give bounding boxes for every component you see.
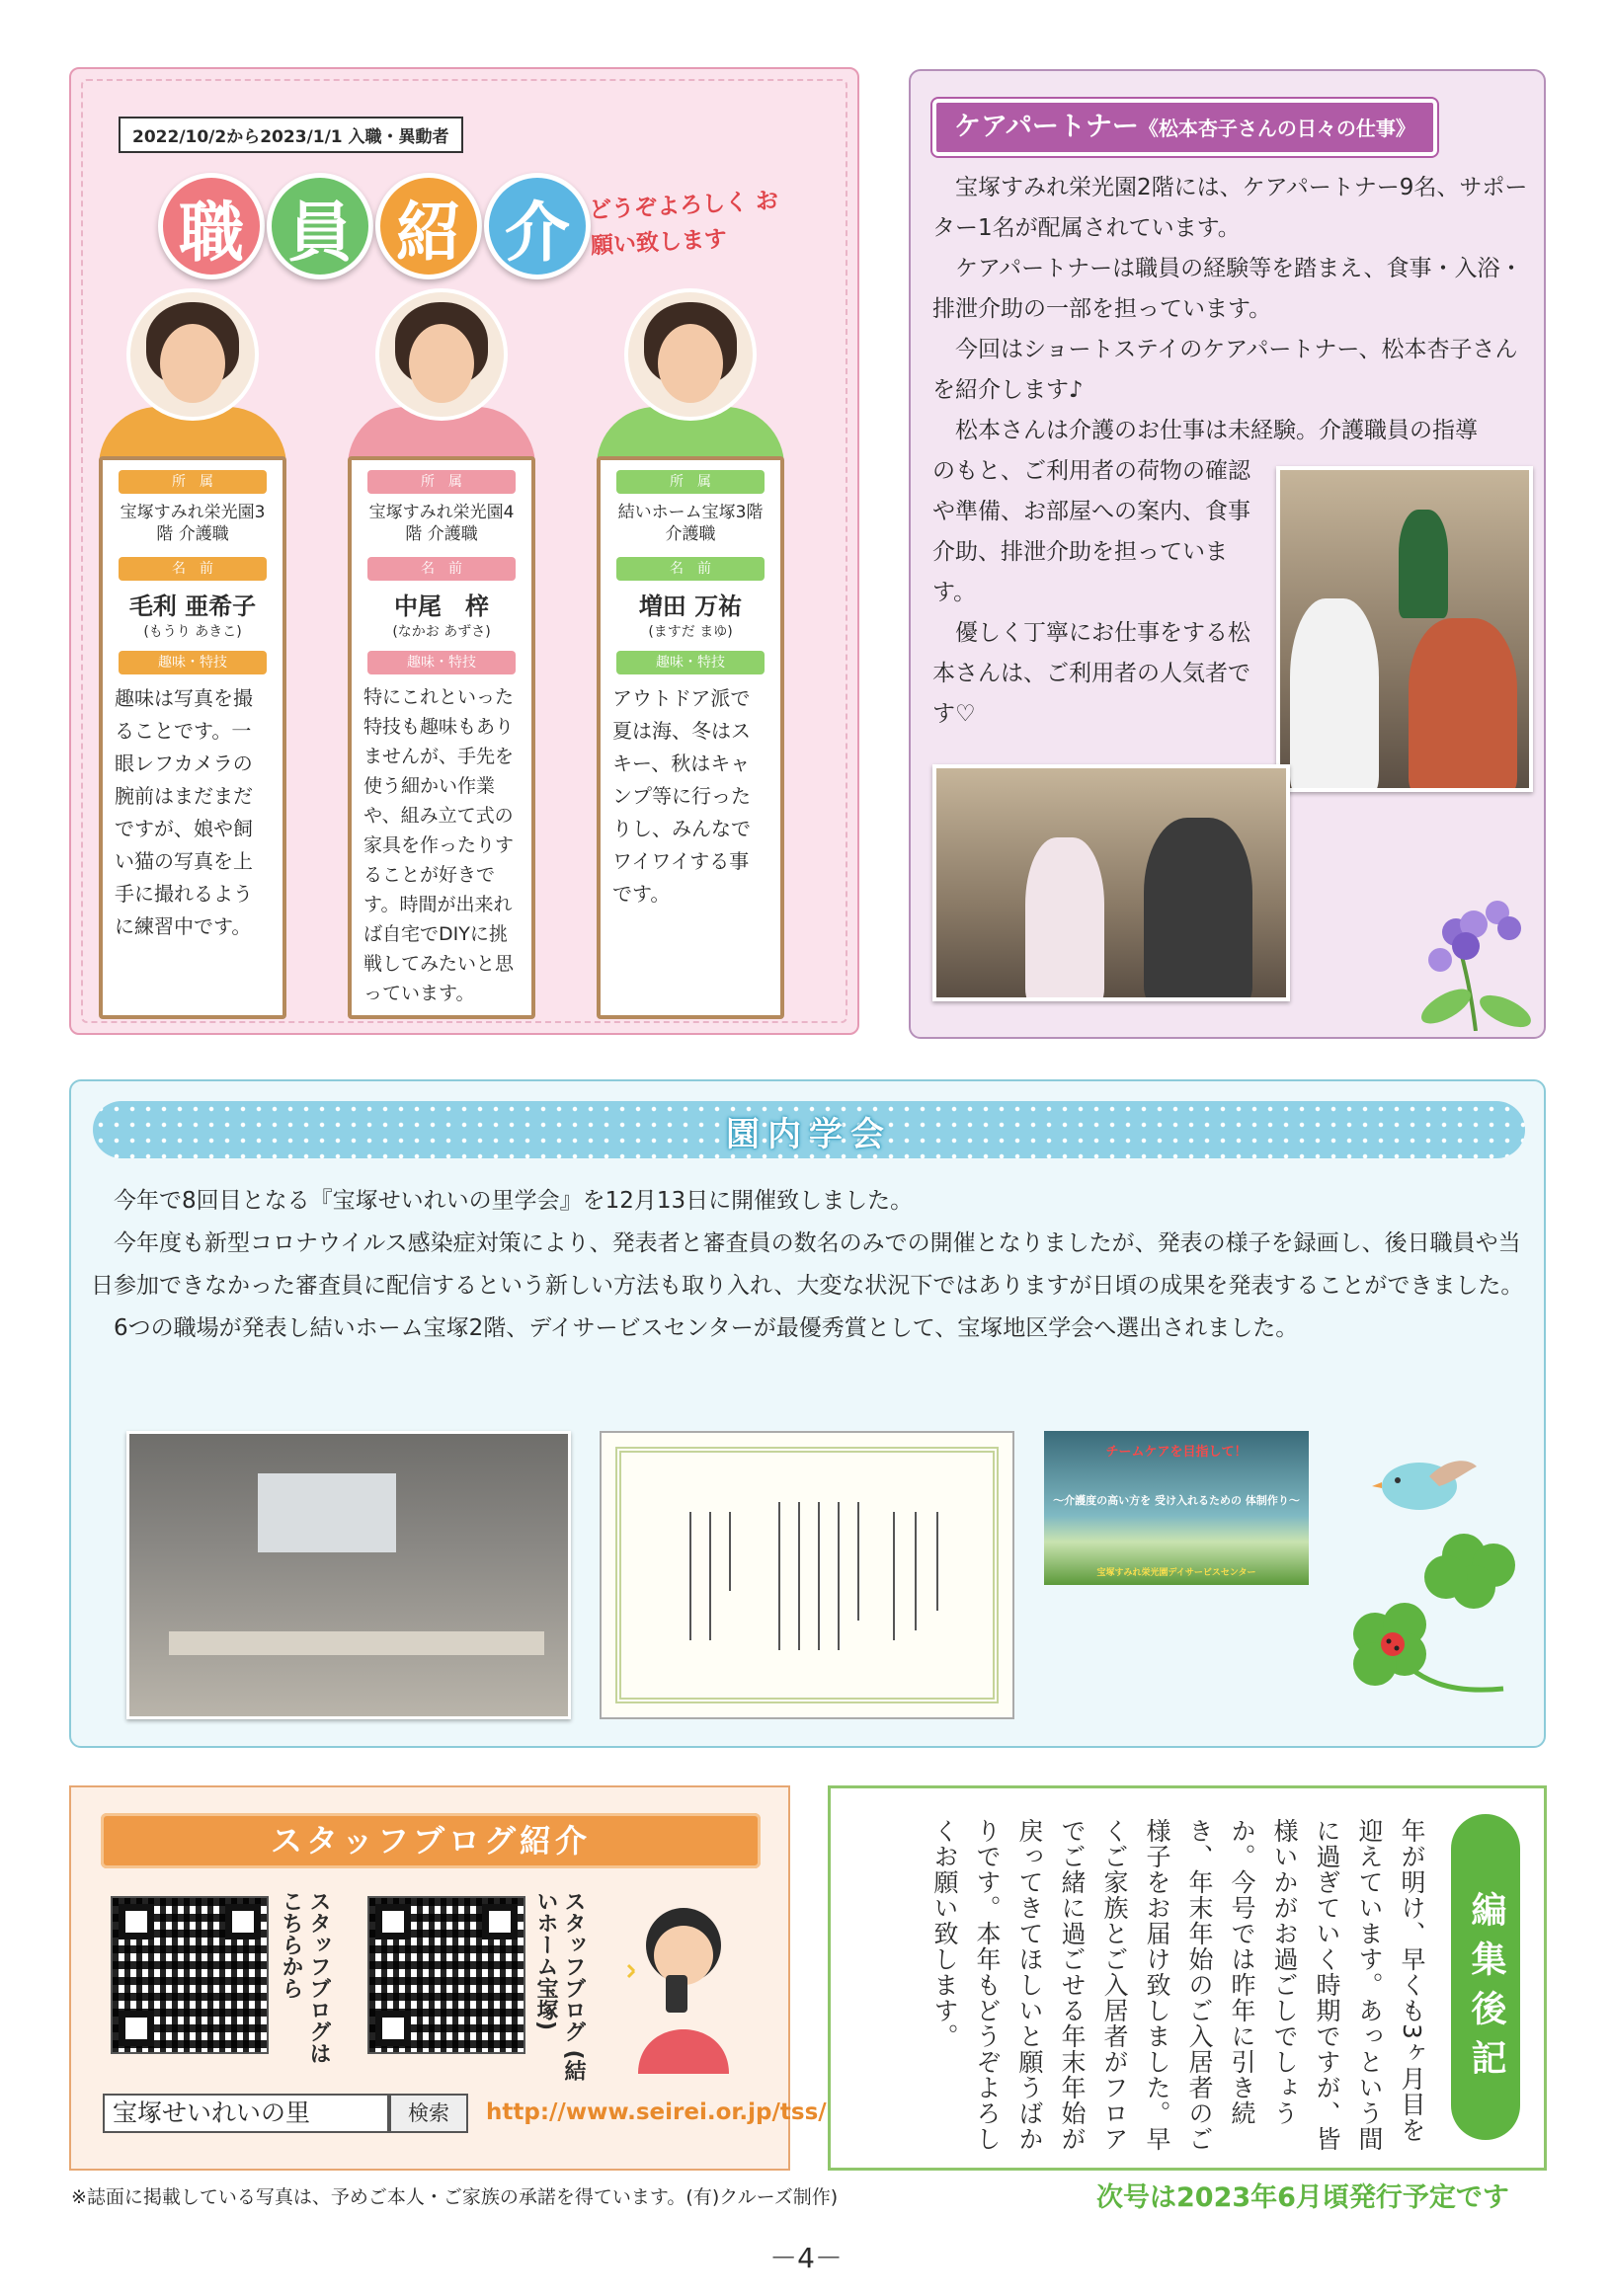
conference-title: 園内学会 [726, 1115, 892, 1154]
avatar [375, 288, 508, 421]
staff-card [597, 456, 784, 1019]
phone-person-icon [624, 1896, 743, 2074]
slide-footer: 宝塚すみれ栄光園デイサービスセンター [1096, 1568, 1256, 1578]
title-char-4: 介 [484, 173, 591, 279]
presentation-slide [1044, 1431, 1309, 1585]
hobby-text: 特にこれといった特技も趣味もありませんが、手先を使う細かい作業や、組み立て式の家具を作ったりすることが好きです。時間が出来れば自宅でDIYに挑戦してみたいと思っています。 [363, 686, 515, 1004]
staff-person-1 [99, 288, 286, 1019]
resident-figure [1409, 618, 1517, 792]
staff-card [348, 456, 535, 1019]
slide-heading: チームケアを目指して！ [1105, 1445, 1248, 1460]
staff-intro-panel [69, 67, 859, 1035]
name-label: 名 前 [367, 557, 516, 581]
footer-note: ※誌面に掲載している写真は、予めご本人・ご家族の承諾を得ています。(有)クルーズ制作) [71, 2186, 839, 2208]
care-photo-2 [932, 764, 1290, 1001]
affiliation-value: 宝塚すみれ栄光園4階 介護職 [368, 503, 515, 544]
hobby-label: 趣味・特技 [367, 651, 516, 674]
staff-greeting: どうぞよろしく お願い致します [588, 188, 779, 260]
award-certificate [600, 1431, 1014, 1719]
title-char-3: 紹 [375, 173, 482, 279]
care-title [932, 99, 1437, 156]
blog-label-1: スタッフブログは こちらから [279, 1890, 331, 2064]
qr-code-1[interactable] [111, 1896, 269, 2054]
conference-panel [69, 1079, 1546, 1748]
affiliation-value: 宝塚すみれ栄光園3階 介護職 [120, 503, 266, 544]
violet-flower-icon [1416, 873, 1535, 1031]
staff-person-2 [348, 288, 535, 1019]
search-input[interactable]: 宝塚せいれいの里 [103, 2094, 389, 2133]
affiliation-label: 所 属 [367, 470, 516, 494]
person-kana: (なかお あずさ) [392, 624, 491, 640]
conference-paragraph: 6つの職場が発表し結いホーム宝塚2階、デイサービスセンターが最優秀賞として、宝塚地区学会へ選出されました。 [114, 1315, 1299, 1341]
care-paragraph: 優しく丁寧にお仕事をする松本さんは、ご利用者の人気者です♡ [932, 620, 1250, 727]
conference-paragraph: 今年度も新型コロナウイルス感染症対策により、発表者と審査員の数名のみでの開催となりましたが、発表の様子を録画し、後日職員や当日参加できなかった審査員に配信するという新しい方法も取り入れ、大変な状況下ではありますが日頃の成果を発表することができました。 [91, 1230, 1524, 1299]
care-paragraph: のもと、ご利用者の荷物の確認や準備、お部屋への案内、食事介助、排泄介助を担っています。 [932, 458, 1250, 605]
person-name: 毛利 亜希子 [128, 593, 257, 620]
resident-figure [1144, 818, 1252, 1001]
care-paragraph: 松本さんは介護のお仕事は未経験。介護職員の指導 [955, 418, 1478, 443]
person-kana: (もうり あきこ) [143, 624, 242, 640]
care-text-side [932, 451, 1268, 735]
staff-card [99, 456, 286, 1019]
bird-icon [1370, 1447, 1479, 1516]
title-char-2: 員 [267, 173, 373, 279]
christmas-tree [1399, 510, 1448, 618]
avatar [624, 288, 757, 421]
blog-label-2: スタッフブログ (結いホーム宝塚) [533, 1890, 586, 2082]
care-paragraph: 今回はショートステイのケアパートナー、松本杏子さんを紹介します♪ [932, 337, 1518, 403]
blog-title: スタッフブログ紹介 [101, 1813, 761, 1868]
staff-figure [1290, 598, 1379, 792]
staff-person-3 [597, 288, 784, 1019]
projector-screen [258, 1473, 396, 1552]
care-title-sub: 《松本杏子さんの日々の仕事》 [1138, 117, 1415, 140]
care-paragraph: 宝塚すみれ栄光園2階には、ケアパートナー9名、サポーター1名が配属されています。 [932, 175, 1528, 241]
affiliation-value: 結いホーム宝塚3階 介護職 [617, 503, 764, 544]
affiliation-label: 所 属 [119, 470, 267, 494]
search-button[interactable]: 検索 [389, 2094, 468, 2133]
staff-blog-panel [69, 1785, 827, 2171]
hobby-label: 趣味・特技 [616, 651, 765, 674]
avatar [126, 288, 259, 421]
care-title-main: ケアパートナー [954, 112, 1139, 142]
editor-tag: 編集後記 [1451, 1814, 1520, 2140]
staff-period-label: 2022/10/2から2023/1/1 入職・異動者 [119, 117, 463, 153]
next-issue-notice: 次号は2023年6月頃発行予定です [1096, 2182, 1509, 2213]
certificate-text-lines [671, 1492, 947, 1660]
hobby-label: 趣味・特技 [119, 651, 267, 674]
conference-room-photo [126, 1431, 571, 1719]
page-number: －4－ [769, 2242, 843, 2274]
care-paragraph: ケアパートナーは職員の経験等を踏まえ、食事・入浴・排泄介助の一部を担っています。 [932, 256, 1523, 322]
editor-text: 年が明け、早くも3ヶ月目を迎えています。あっという間に過ぎていく時期ですが、皆様いかがお過ごしでしょうか。今号では昨年に引き続き、年末年始のご入居者のご様子をお届け致しました。早くご家族とご入居者がフロアでご緒に過ごせる年末年始が戻ってきてほしいと願うばかりです。本年もどうぞよろしくお願い致します。 [930, 1818, 1426, 2152]
hobby-text: アウトドア派で夏は海、冬はスキー、秋はキャンプ等に行ったりし、みんなでワイワイする事です。 [612, 686, 751, 906]
conference-banner [93, 1101, 1525, 1158]
name-label: 名 前 [119, 557, 267, 581]
person-kana: (ますだ まゆ) [648, 624, 733, 640]
person-name: 中尾 梓 [394, 593, 489, 620]
editor-note-panel [828, 1785, 1547, 2171]
conference-paragraph: 今年で8回目となる『宝塚せいれいの里学会』を12月13日に開催致しました。 [114, 1188, 914, 1214]
care-partner-panel [909, 69, 1546, 1039]
clover-ladybug-icon [1335, 1516, 1523, 1713]
slide-body: ～介護度の高い方を 受け入れるための 体制作り～ [1053, 1494, 1300, 1507]
qr-code-2[interactable] [367, 1896, 525, 2054]
care-photo-1 [1276, 466, 1533, 792]
meeting-table [169, 1631, 544, 1655]
affiliation-label: 所 属 [616, 470, 765, 494]
blog-url-link[interactable]: http://www.seirei.or.jp/tss/ [486, 2099, 827, 2125]
title-char-1: 職 [158, 173, 265, 279]
staff-figure [1025, 837, 1104, 1001]
person-name: 増田 万祐 [638, 593, 743, 620]
name-label: 名 前 [616, 557, 765, 581]
conference-text [91, 1180, 1533, 1350]
hobby-text: 趣味は写真を撮ることです。一眼レフカメラの腕前はまだまだですが、娘や飼い猫の写真を上手に撮れるように練習中です。 [115, 686, 253, 938]
care-text-top [932, 168, 1531, 451]
